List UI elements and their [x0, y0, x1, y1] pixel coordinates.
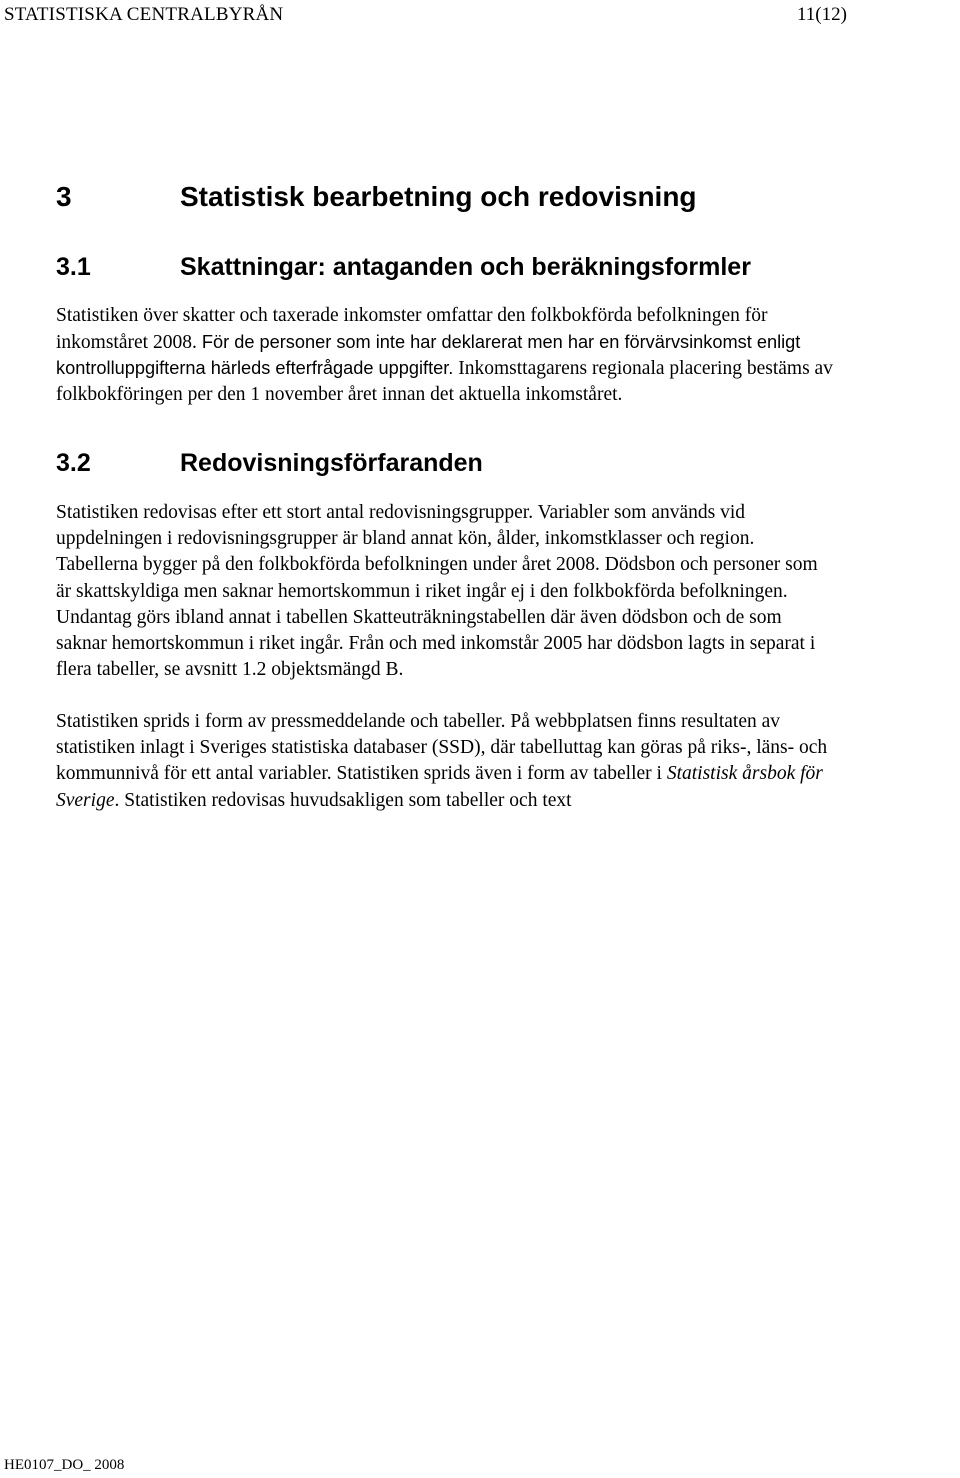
- text-line-content: kommunnivå för ett antal variabler. Statistiken sprids även i form av tabeller i: [56, 763, 667, 785]
- paragraph-estimation: [56, 303, 960, 408]
- section-number: 3.1: [56, 253, 91, 281]
- footer-document-code: HE0107_DO_ 2008: [4, 1457, 125, 1473]
- paragraph-dissemination: [56, 709, 960, 814]
- text-line-content: Statistiken sprids i form av pressmeddelande och tabeller. På webbplatsen finns resultaten av: [56, 711, 781, 732]
- text-line: [56, 552, 960, 578]
- text-line: [56, 605, 960, 631]
- text-line-content: Tabellerna bygger på den folkbokförda befolkningen under året 2008. Dödsbon och personer som: [56, 554, 818, 576]
- text-line: [56, 329, 960, 355]
- text-line-content: statistiken inlagt i Sveriges statistiska databaser (SSD), där tabelluttag kan göras på riks-, läns- och: [56, 737, 828, 759]
- text-line-content: uppdelningen i redovisningsgrupper är bland annat kön, ålder, inkomstklasser och region.: [56, 528, 755, 550]
- text-line-content: Statistiken över skatter och taxerade inkomster omfattar den folkbokförda befolkningen för: [56, 305, 768, 326]
- text-line-content: Statistiken redovisas efter ett stort antal redovisningsgrupper. Variabler som används vid: [56, 502, 746, 523]
- text-line: [56, 579, 960, 605]
- text-line-content: flera tabeller, se avsnitt 1.2 objektsmängd B.: [56, 659, 404, 681]
- section-title: Redovisningsförfaranden: [180, 449, 483, 477]
- text-line-content: kontrolluppgifterna härleds efterfrågade uppgifter.: [56, 358, 454, 379]
- text-line: [56, 631, 960, 657]
- section-number: 3.2: [56, 449, 91, 477]
- publication-title: Statistisk årsbok för: [666, 763, 823, 785]
- text-line: [56, 761, 960, 787]
- paragraph-reporting-groups: [56, 500, 960, 683]
- text-line-content: . Statistiken redovisas huvudsakligen som tabeller och text: [114, 789, 572, 811]
- section-number: 3: [56, 181, 72, 212]
- text-line: [56, 735, 960, 761]
- text-line: [56, 526, 960, 552]
- header-page-number: 11(12): [797, 4, 847, 25]
- publication-title: Sverige: [56, 789, 115, 811]
- text-line: [56, 382, 960, 408]
- text-line-content: Inkomsttagarens regionala placering bestäms av: [453, 358, 833, 380]
- text-line-content: För de personer som inte har deklarerat men har en förvärvsinkomst enligt: [196, 332, 801, 353]
- text-line-content: saknar hemortskommun i riket ingår. Från och med inkomstår 2005 har dödsbon lagts in separat i: [56, 632, 816, 654]
- text-line-content: inkomståret 2008.: [56, 332, 197, 354]
- text-line: [56, 303, 960, 329]
- text-line: [56, 788, 960, 814]
- text-line-content: är skattskyldiga men saknar hemortskommun i riket ingår ej i den folkbokförda befolkningen.: [56, 580, 788, 602]
- text-line-content: Undantag görs ibland annat i tabellen Skatteuträkningstabellen där även dödsbon och de som: [56, 606, 782, 628]
- section-title: Statistisk bearbetning och redovisning: [180, 181, 697, 212]
- text-line-content: folkbokföringen per den 1 november året innan det aktuella inkomståret.: [56, 383, 623, 405]
- text-line: [56, 657, 960, 683]
- text-line: [56, 709, 960, 735]
- section-title: Skattningar: antaganden och beräkningsformler: [180, 253, 751, 281]
- header-agency-name: STATISTISKA CENTRALBYRÅN: [4, 4, 284, 25]
- text-line: [56, 355, 960, 381]
- text-line: [56, 500, 960, 526]
